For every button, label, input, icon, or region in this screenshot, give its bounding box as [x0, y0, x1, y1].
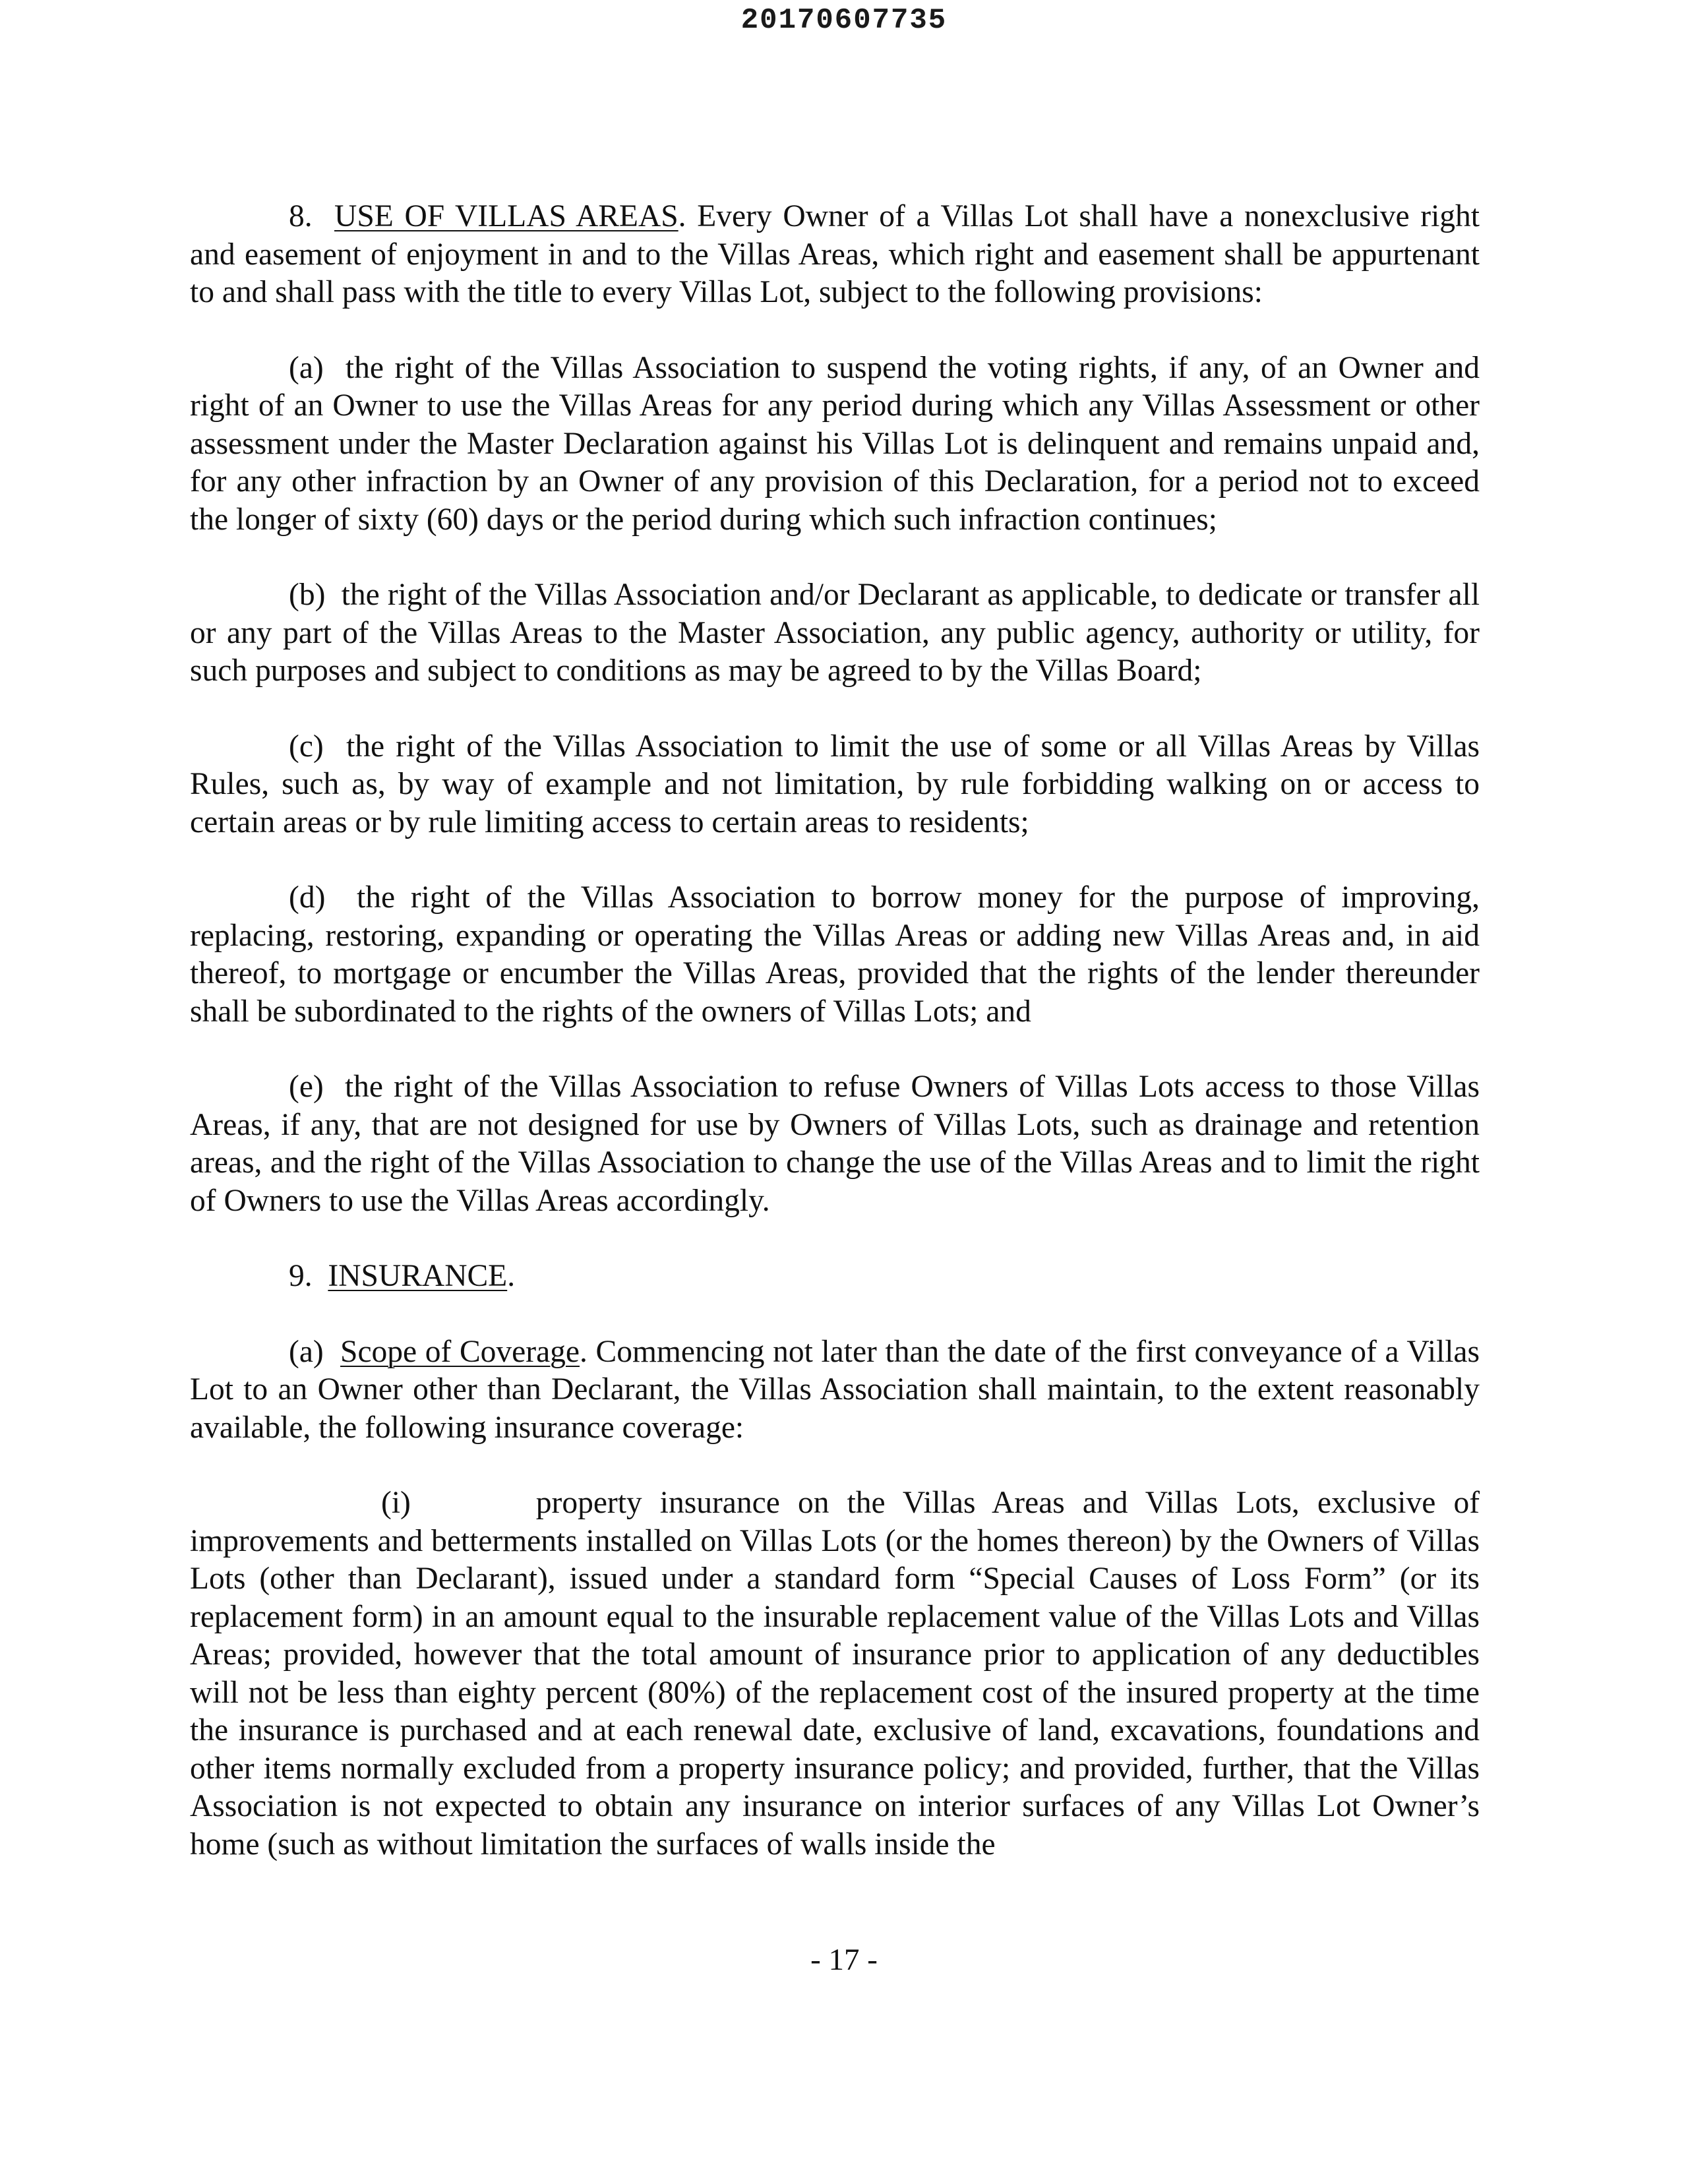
item-label: (e): [289, 1070, 324, 1104]
item-text: the right of the Villas Association to refuse Owners of Villas Lots access to those Villas Areas, if any, that are not designed for use by Owners of Villas Lots, such as drainage and retention areas, and the right of the Villas Association to change the use of the Villas Areas and to limit the right of Owners to use the Villas Areas accordingly.: [190, 1070, 1480, 1218]
item-label: (d): [289, 880, 326, 915]
section-8-item-e: [190, 1068, 1480, 1220]
item-text: the right of the Villas Association to borrow money for the purpose of improving, replacing, restoring, expanding or operating the Villas Areas or adding new Villas Areas and, in aid thereof, to mortgage or encumber the Villas Areas, provided that the rights of the lender thereunder shall be subordinated to the rights of the owners of Villas Lots; and: [190, 880, 1480, 1029]
section-9-item-i: [190, 1484, 1480, 1864]
item-text: the right of the Villas Association to suspend the voting rights, if any, of an Owner and right of an Owner to use the Villas Areas for any period during which any Villas Assessment or other assessment under the Master Declaration against his Villas Lot is delinquent and remains unpaid and, for any other infraction by an Owner of any provision of this Declaration, for a period not to exceed the longer of sixty (60) days or the period during which such infraction continues;: [190, 350, 1480, 537]
section-9-number: 9.: [289, 1259, 313, 1293]
section-8-body: . Every Owner of a Villas Lot shall have a nonexclusive right and easement of enjoyment in and to the Villas Areas, which right and easement shall be appurtenant to and shall pass with the title to every Villas Lot, subject to the following provisions:: [190, 199, 1480, 309]
subsection-body: . Commencing not later than the date of the first conveyance of a Villas Lot to an Owner other than Declarant, the Villas Association shall maintain, to the extent reasonably available, the following insurance coverage:: [190, 1334, 1480, 1445]
section-8-item-a: [190, 349, 1480, 539]
section-9-title-end: .: [507, 1259, 516, 1293]
section-8-paragraph: [190, 198, 1480, 312]
subsection-title: Scope of Coverage: [340, 1334, 580, 1369]
page-number: - 17 -: [810, 1943, 878, 1977]
section-8-item-c: [190, 728, 1480, 842]
section-9-heading: [190, 1258, 1480, 1296]
item-label: (a): [289, 350, 324, 385]
section-8-number: 8.: [289, 199, 313, 233]
subsection-label: (a): [289, 1334, 324, 1369]
item-text: the right of the Villas Association to limit the use of some or all Villas Areas by Villas Rules, such as, by way of example and not limitation, by rule forbidding walking on or access to certain areas or by rule limiting access to certain areas to residents;: [190, 729, 1480, 839]
section-8-item-b: [190, 576, 1480, 690]
item-label: (i): [381, 1486, 411, 1520]
item-label: (b): [289, 578, 326, 612]
page-body: [190, 198, 1480, 1864]
section-9-title: INSURANCE: [328, 1259, 508, 1293]
item-label: (c): [289, 729, 324, 764]
section-8-title: USE OF VILLAS AREAS: [334, 199, 678, 233]
item-text: the right of the Villas Association and/or Declarant as applicable, to dedicate or transfer all or any part of the Villas Areas to the Master Association, any public agency, authority or utility, for such purposes and subject to conditions as may be agreed to by the Villas Board;: [190, 578, 1480, 688]
section-9-subsection-a: [190, 1333, 1480, 1447]
section-8-item-d: [190, 879, 1480, 1031]
item-text: property insurance on the Villas Areas and Villas Lots, exclusive of improvements and betterments installed on Villas Lots (or the homes thereon) by the Owners of Villas Lots (other than Declarant), issued under a standard form “Special Causes of Loss Form” (or its replacement form) in an amount equal to the insurable replacement value of the Villas Lots and Villas Areas; provided, however that the total amount of insurance prior to application of any deductibles will not be less than eighty percent (80%) of the replacement cost of the insured property at the time the insurance is purchased and at each renewal date, exclusive of land, excavations, foundations and other items normally excluded from a property insurance policy; and provided, further, that the Villas Association is not expected to obtain any insurance on interior surfaces of any Villas Lot Owner’s home (such as without limitation the surfaces of walls inside the: [190, 1486, 1480, 1862]
document-number: 20170607735: [740, 4, 948, 37]
